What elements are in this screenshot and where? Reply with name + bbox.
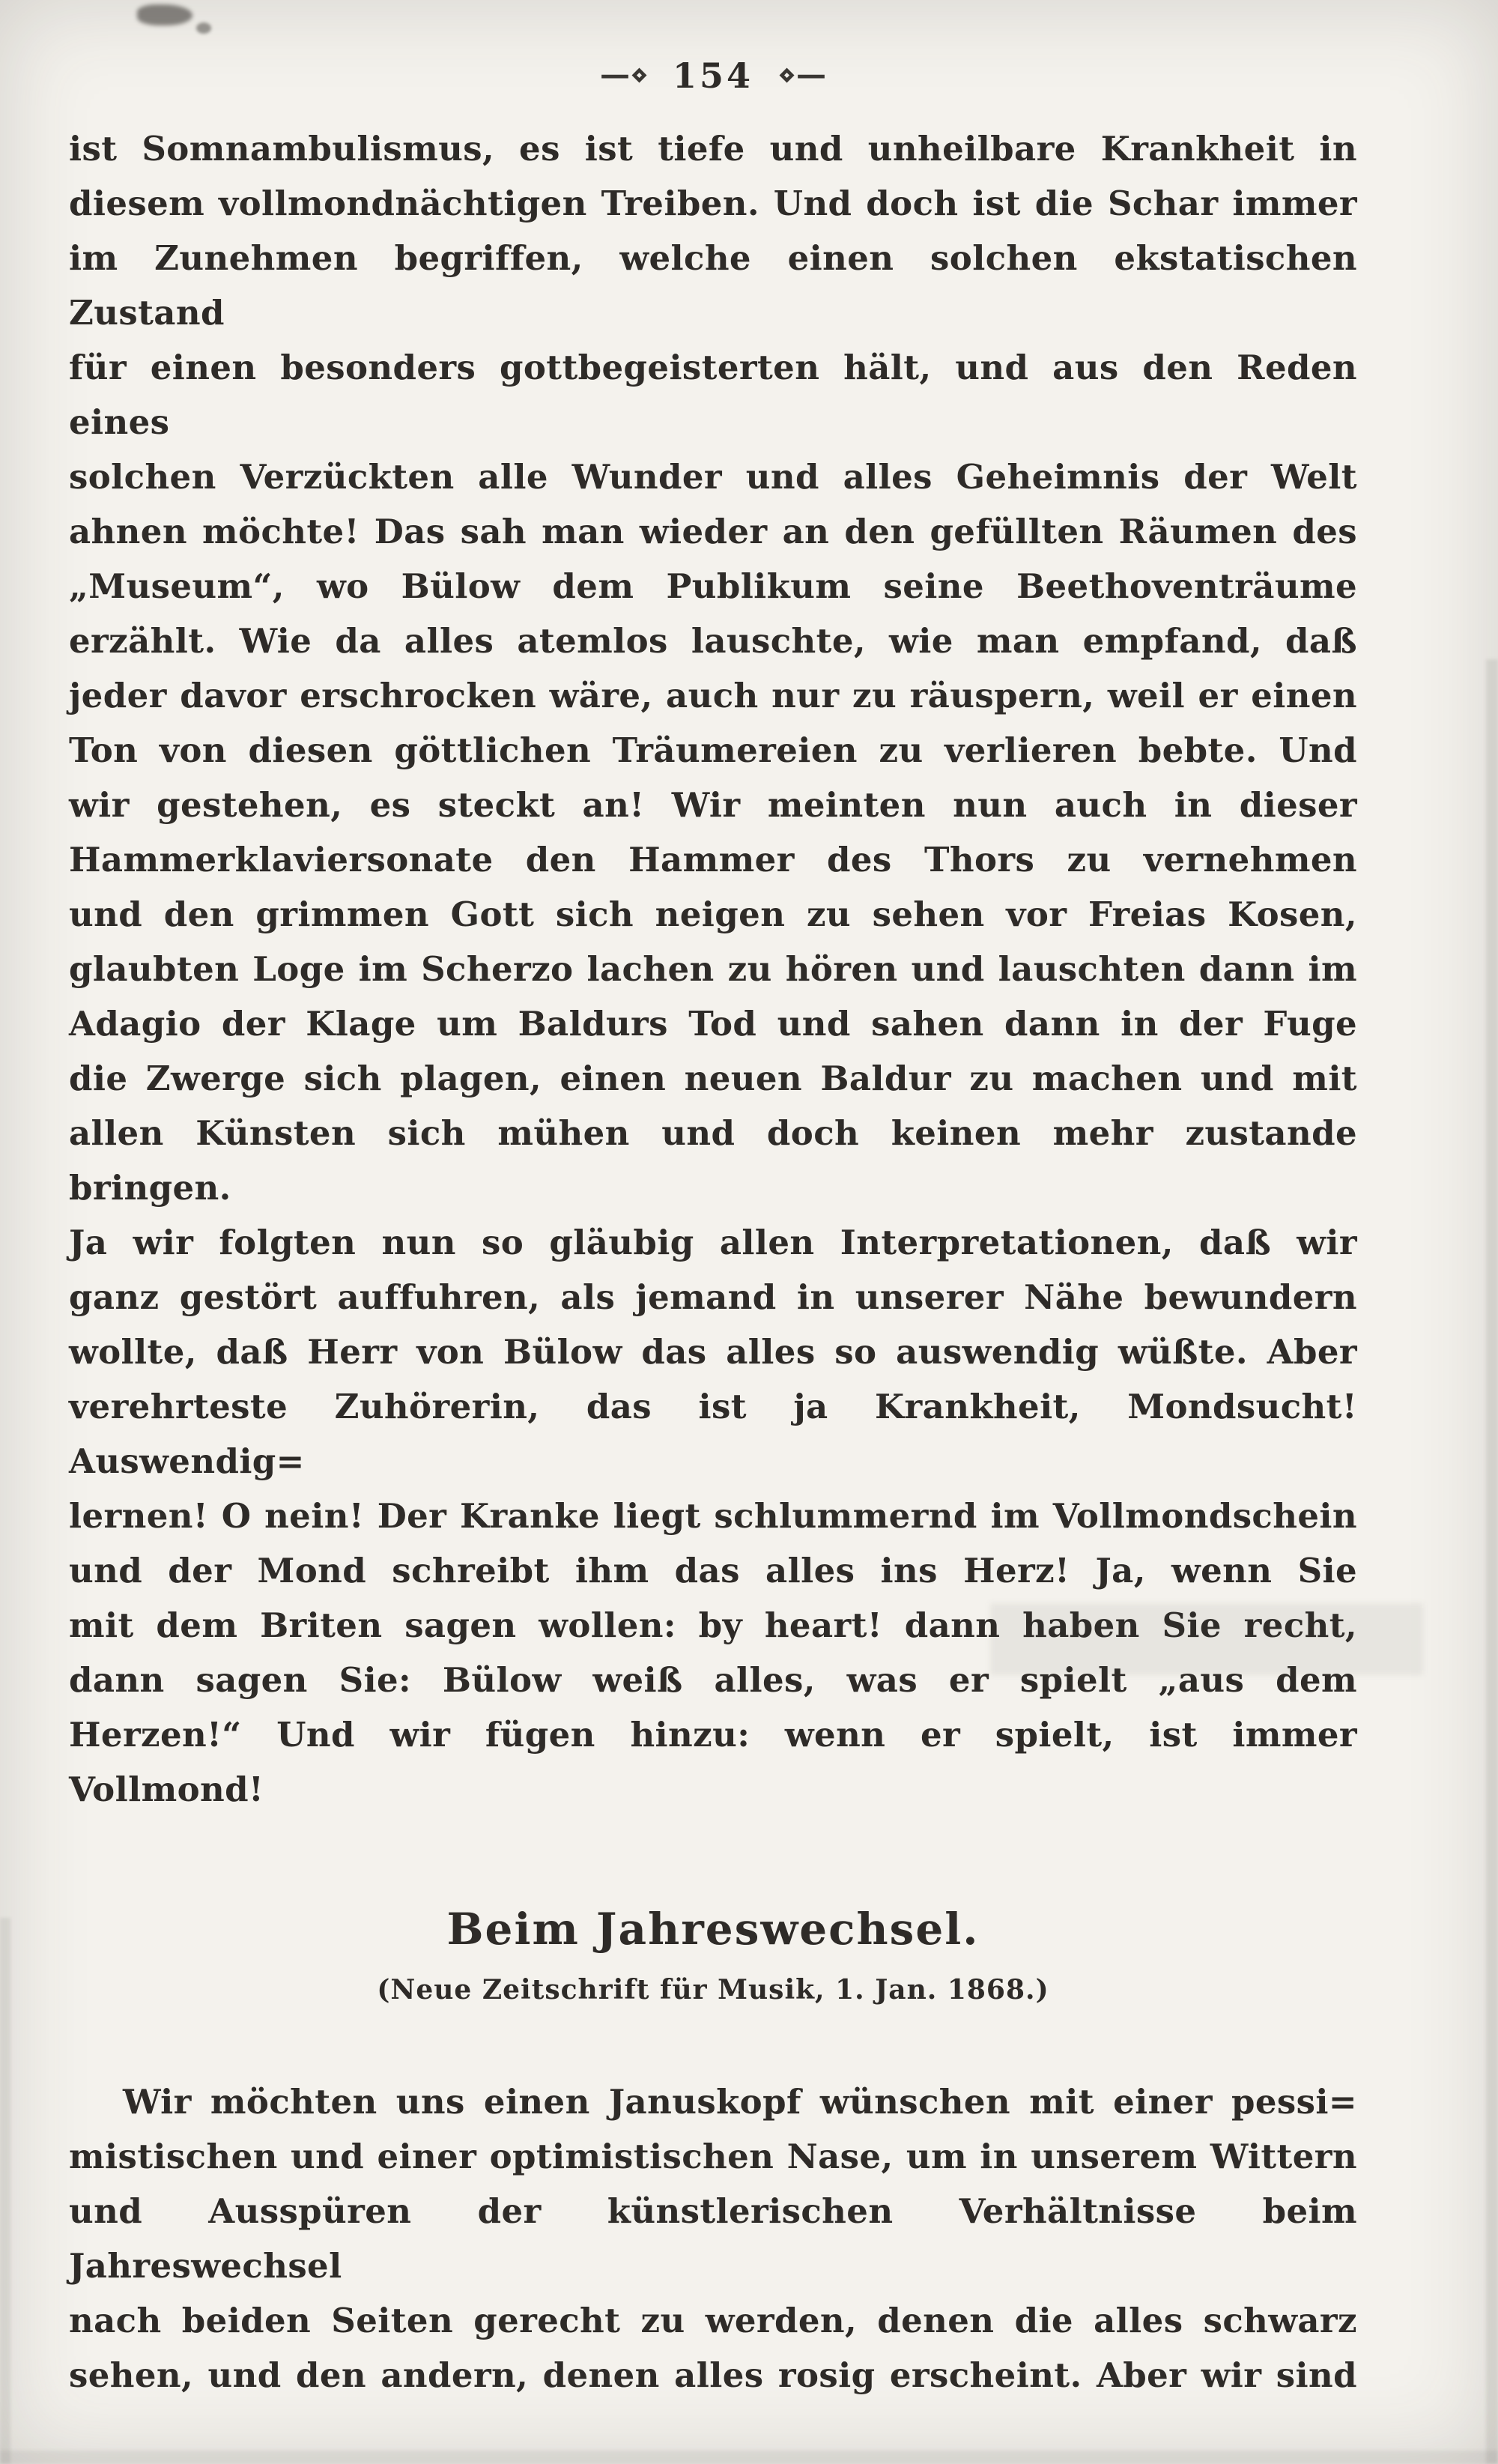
text-line: nach beiden Seiten gerecht zu werden, denen die alles schwarz [69, 2301, 1357, 2340]
text-line: verehrteste Zuhörerin, das ist ja Krankheit, Mondsucht! Auswendig= [69, 1387, 1357, 1481]
text-line: diesem vollmondnächtigen Treiben. Und doch ist die Schar immer [69, 184, 1357, 223]
text-line: erzählt. Wie da alles atemlos lauschte, wie man empfand, daß [69, 621, 1357, 661]
text-line: solchen Verzückten alle Wunder und alles Geheimnis der Welt [69, 457, 1357, 497]
text-line: die Zwerge sich plagen, einen neuen Baldur zu machen und mit [69, 1059, 1357, 1098]
text-line: dann sagen Sie: Bülow weiß alles, was er spielt „aus dem [69, 1660, 1357, 1700]
text-line: wollte, daß Herr von Bülow das alles so auswendig wüßte. Aber [69, 1332, 1357, 1372]
text-line: im Zunehmen begriffen, welche einen solchen ekstatischen Zustand [69, 238, 1357, 333]
text-line: Adagio der Klage um Baldurs Tod und sahen dann in der Fuge [69, 1004, 1357, 1044]
text-block [69, 0, 1357, 2403]
text-line: ganz gestört auffuhren, als jemand in unserer Nähe bewundern [69, 1277, 1357, 1317]
source-note: (Neue Zeitschrift für Musik, 1. Jan. 1868.) [377, 1974, 1049, 2006]
opening-paragraph [69, 2074, 1357, 2403]
continuation-paragraph [69, 121, 1357, 1817]
text-line: lernen! O nein! Der Kranke liegt schlummernd im Vollmondschein [69, 1496, 1357, 1536]
page-header [69, 55, 1357, 96]
text-line: mistischen und einer optimistischen Nase, um in unserem Wittern [69, 2137, 1357, 2176]
text-line: Herzen!“ Und wir fügen hinzu: wenn er spielt, ist immer Vollmond! [69, 1715, 1357, 1809]
text-line: Ja wir folgten nun so gläubig allen Interpretationen, daß wir [69, 1223, 1357, 1262]
page-number: 154 [672, 55, 754, 96]
section-title: Beim Jahreswechsel. [446, 1904, 980, 1955]
text-line: Wir möchten uns einen Januskopf wünschen mit einer pessi= [123, 2082, 1357, 2122]
text-line: Hammerklaviersonate den Hammer des Thors zu vernehmen [69, 840, 1357, 880]
text-line: für einen besonders gottbegeisterten hält, und aus den Reden eines [69, 348, 1357, 442]
text-line: glaubten Loge im Scherzo lachen zu hören und lauschten dann im [69, 949, 1357, 989]
text-line: und Ausspüren der künstlerischen Verhältnisse beim Jahreswechsel [69, 2191, 1357, 2286]
text-line: wir gestehen, es steckt an! Wir meinten nun auch in dieser [69, 785, 1357, 825]
text-line: ahnen möchte! Das sah man wieder an den gefüllten Räumen des [69, 512, 1357, 551]
header-ornament-left-icon: —⋄ [599, 57, 649, 92]
text-line: jeder davor erschrocken wäre, auch nur zu räuspern, weil er einen [69, 676, 1357, 715]
text-line: allen Künsten sich mühen und doch keinen mehr zustande bringen. [69, 1113, 1357, 1208]
text-line: mit dem Briten sagen wollen: by heart! dann haben Sie recht, [69, 1605, 1357, 1645]
text-line: ist Somnambulismus, es ist tiefe und unheilbare Krankheit in [69, 129, 1357, 169]
scan-edge-shadow [0, 1918, 10, 2464]
header-ornament-right-icon: ⋄— [777, 57, 827, 92]
text-line: und der Mond schreibt ihm das alles ins Herz! Ja, wenn Sie [69, 1551, 1357, 1590]
scan-edge-shadow [1486, 659, 1498, 2464]
text-line: „Museum“, wo Bülow dem Publikum seine Beethoventräume [69, 566, 1357, 606]
text-line: Ton von diesen göttlichen Träumereien zu verlieren bebte. Und [69, 730, 1357, 770]
text-line: und den grimmen Gott sich neigen zu sehen vor Freias Kosen, [69, 895, 1357, 934]
scan-edge-shadow [0, 2451, 1498, 2464]
text-line: sehen, und den andern, denen alles rosig erscheint. Aber wir sind [69, 2355, 1357, 2395]
